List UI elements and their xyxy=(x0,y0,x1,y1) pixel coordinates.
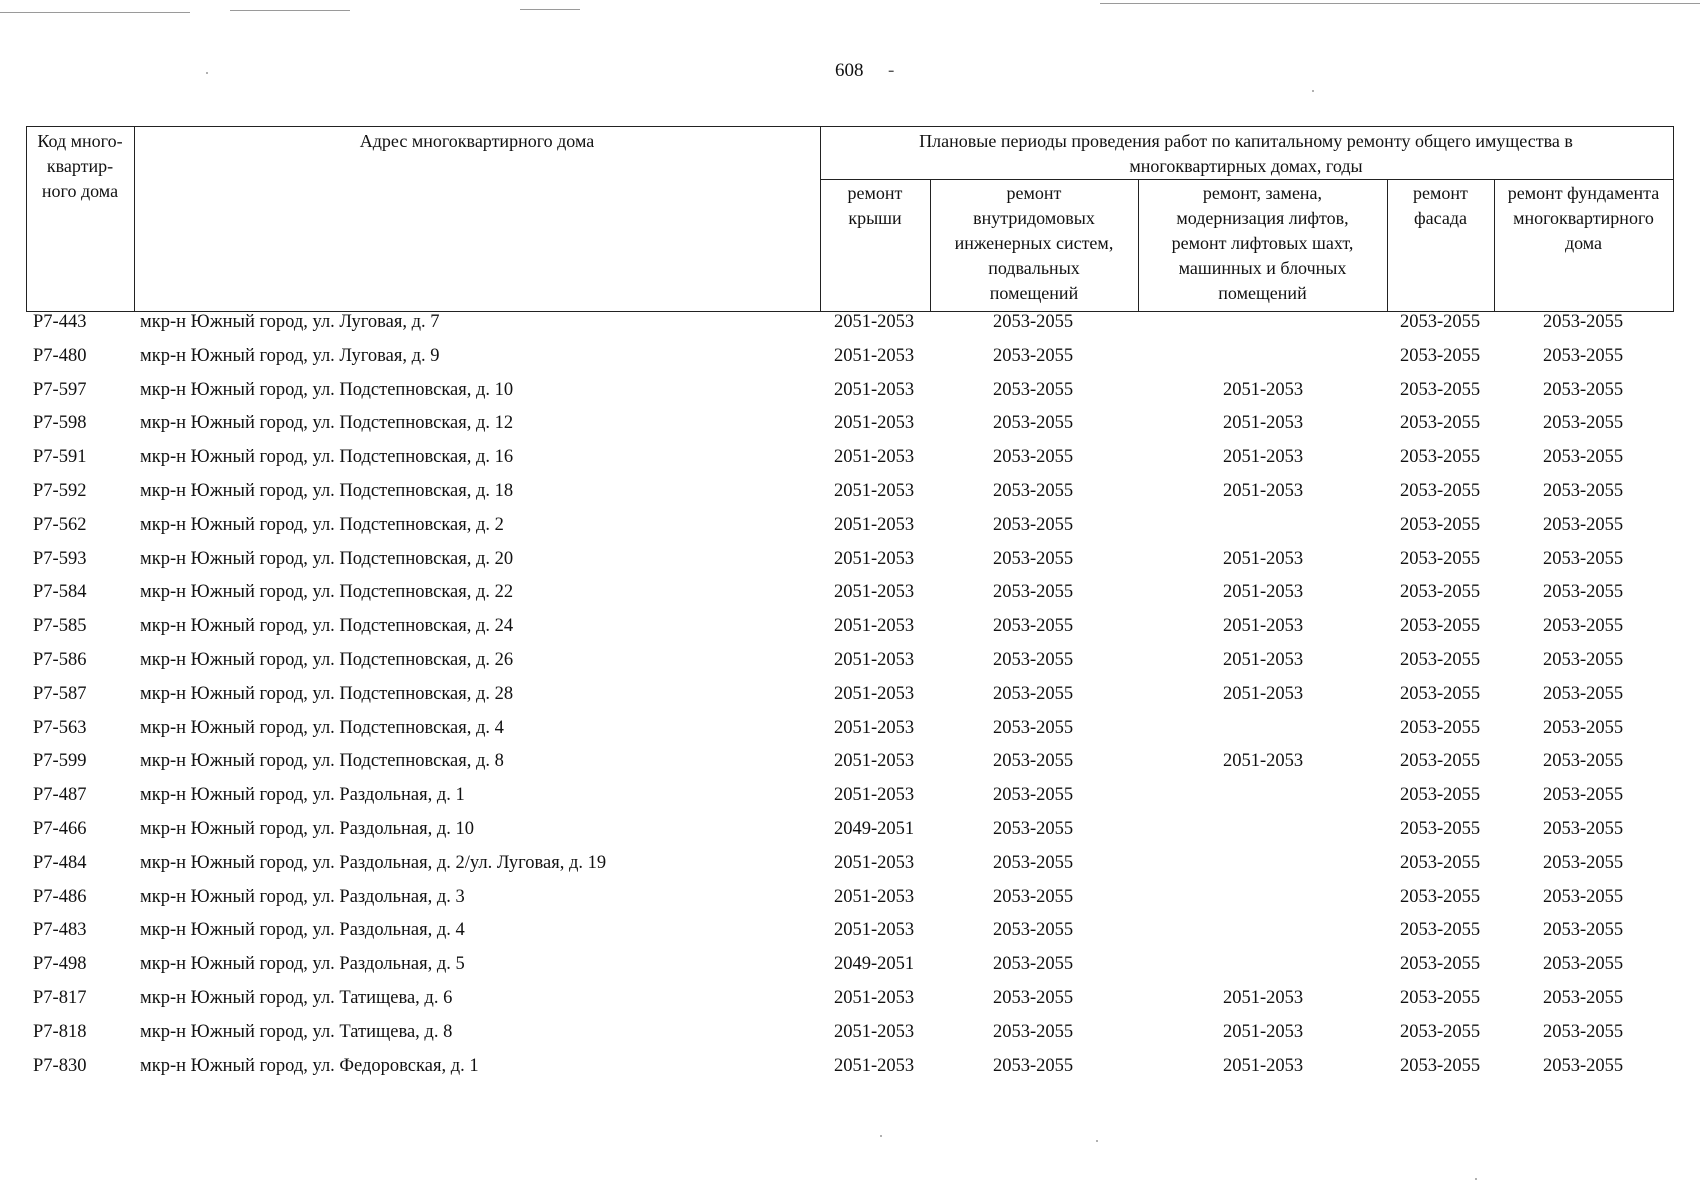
table-row xyxy=(0,718,1702,752)
cell-systems: 2053-2055 xyxy=(993,379,1074,400)
cell-systems: 2053-2055 xyxy=(993,886,1074,907)
header-systems: ремонт внутридомовых инженерных систем, подвальных помещений xyxy=(954,183,1114,303)
cell-code: Р7-593 xyxy=(33,548,87,569)
cell-roof: 2051-2053 xyxy=(834,447,915,468)
cell-systems: 2053-2055 xyxy=(993,954,1074,975)
cell-facade: 2053-2055 xyxy=(1400,785,1481,806)
table-row xyxy=(0,312,1702,346)
table-row xyxy=(0,1056,1702,1090)
cell-foundation: 2053-2055 xyxy=(1543,413,1624,434)
cell-address: мкр-н Южный город, ул. Подстепновская, д. 16 xyxy=(140,447,514,468)
cell-address: мкр-н Южный город, ул. Подстепновская, д. 4 xyxy=(140,717,504,738)
header-code: Код много- квартир- ного дома xyxy=(37,131,123,201)
cell-address: мкр-н Южный город, ул. Подстепновская, д. 28 xyxy=(140,683,514,704)
cell-systems: 2053-2055 xyxy=(993,616,1074,637)
cell-code: Р7-585 xyxy=(33,616,87,637)
cell-foundation: 2053-2055 xyxy=(1543,717,1624,738)
cell-systems: 2053-2055 xyxy=(993,717,1074,738)
table-row xyxy=(0,413,1702,447)
cell-address: мкр-н Южный город, ул. Федоровская, д. 1 xyxy=(140,1055,479,1076)
cell-facade: 2053-2055 xyxy=(1400,1021,1481,1042)
table-row xyxy=(0,650,1702,684)
cell-lifts: 2051-2053 xyxy=(1223,1055,1304,1076)
cell-code: Р7-592 xyxy=(33,481,87,501)
cell-foundation: 2053-2055 xyxy=(1543,988,1624,1008)
cell-roof: 2051-2053 xyxy=(834,481,915,501)
cell-code: Р7-597 xyxy=(33,379,87,400)
cell-address: мкр-н Южный город, ул. Подстепновская, д. 8 xyxy=(140,751,504,772)
cell-address: мкр-н Южный город, ул. Подстепновская, д. 26 xyxy=(140,650,514,670)
cell-systems: 2053-2055 xyxy=(993,548,1074,569)
cell-address: мкр-н Южный город, ул. Раздольная, д. 4 xyxy=(140,920,465,941)
cell-systems: 2053-2055 xyxy=(993,683,1074,704)
cell-lifts: 2051-2053 xyxy=(1223,447,1304,468)
cell-facade: 2053-2055 xyxy=(1400,988,1481,1008)
cell-address: мкр-н Южный город, ул. Подстепновская, д. 24 xyxy=(140,616,514,637)
header-foundation: ремонт фундамента многоквартирного дома xyxy=(1507,183,1660,253)
cell-roof: 2051-2053 xyxy=(834,312,915,332)
header-facade: ремонт фасада xyxy=(1413,183,1468,228)
cell-code: Р7-487 xyxy=(33,785,87,806)
cell-foundation: 2053-2055 xyxy=(1543,650,1624,670)
cell-foundation: 2053-2055 xyxy=(1543,785,1624,806)
cell-code: Р7-598 xyxy=(33,413,87,434)
cell-lifts: 2051-2053 xyxy=(1223,379,1304,400)
cell-address: мкр-н Южный город, ул. Татищева, д. 8 xyxy=(140,1021,453,1042)
cell-code: Р7-563 xyxy=(33,717,87,738)
cell-address: мкр-н Южный город, ул. Раздольная, д. 1 xyxy=(140,785,465,806)
cell-code: Р7-818 xyxy=(33,1021,87,1042)
table-row xyxy=(0,988,1702,1022)
cell-lifts: 2051-2053 xyxy=(1223,1021,1304,1042)
cell-facade: 2053-2055 xyxy=(1400,751,1481,772)
cell-foundation: 2053-2055 xyxy=(1543,683,1624,704)
table-row xyxy=(0,819,1702,853)
cell-code: Р7-484 xyxy=(33,852,87,873)
cell-facade: 2053-2055 xyxy=(1400,1055,1481,1076)
cell-code: Р7-480 xyxy=(33,345,87,366)
table-row xyxy=(0,380,1702,414)
cell-facade: 2053-2055 xyxy=(1400,312,1481,332)
table-row xyxy=(0,481,1702,515)
cell-foundation: 2053-2055 xyxy=(1543,751,1624,772)
cell-facade: 2053-2055 xyxy=(1400,481,1481,501)
cell-facade: 2053-2055 xyxy=(1400,548,1481,569)
cell-roof: 2051-2053 xyxy=(834,988,915,1008)
cell-roof: 2051-2053 xyxy=(834,548,915,569)
cell-systems: 2053-2055 xyxy=(993,582,1074,603)
cell-lifts: 2051-2053 xyxy=(1223,616,1304,637)
cell-foundation: 2053-2055 xyxy=(1543,1055,1624,1076)
cell-facade: 2053-2055 xyxy=(1400,819,1481,839)
cell-lifts: 2051-2053 xyxy=(1223,413,1304,434)
cell-facade: 2053-2055 xyxy=(1400,683,1481,704)
page-number: 608 xyxy=(835,60,864,81)
cell-systems: 2053-2055 xyxy=(993,413,1074,434)
cell-code: Р7-599 xyxy=(33,751,87,772)
cell-roof: 2051-2053 xyxy=(834,582,915,603)
cell-foundation: 2053-2055 xyxy=(1543,954,1624,975)
cell-foundation: 2053-2055 xyxy=(1543,447,1624,468)
table-row xyxy=(0,887,1702,921)
cell-systems: 2053-2055 xyxy=(993,988,1074,1008)
cell-facade: 2053-2055 xyxy=(1400,514,1481,535)
cell-foundation: 2053-2055 xyxy=(1543,481,1624,501)
cell-code: Р7-483 xyxy=(33,920,87,941)
header-lifts: ремонт, замена, модернизация лифтов, ремонт лифтовых шахт, машинных и блочных помещений xyxy=(1171,183,1354,303)
cell-facade: 2053-2055 xyxy=(1400,582,1481,603)
cell-code: Р7-443 xyxy=(33,312,87,332)
cell-code: Р7-587 xyxy=(33,683,87,704)
cell-address: мкр-н Южный город, ул. Луговая, д. 9 xyxy=(140,345,440,366)
cell-code: Р7-830 xyxy=(33,1055,87,1076)
cell-foundation: 2053-2055 xyxy=(1543,312,1624,332)
table-row xyxy=(0,853,1702,887)
table-row xyxy=(0,1022,1702,1056)
cell-roof: 2051-2053 xyxy=(834,1021,915,1042)
cell-facade: 2053-2055 xyxy=(1400,413,1481,434)
cell-systems: 2053-2055 xyxy=(993,650,1074,670)
cell-systems: 2053-2055 xyxy=(993,312,1074,332)
header-address: Адрес многоквартирного дома xyxy=(359,131,595,151)
cell-facade: 2053-2055 xyxy=(1400,345,1481,366)
cell-lifts: 2051-2053 xyxy=(1223,582,1304,603)
cell-code: Р7-591 xyxy=(33,447,87,468)
cell-systems: 2053-2055 xyxy=(993,1021,1074,1042)
cell-lifts: 2051-2053 xyxy=(1223,683,1304,704)
cell-roof: 2051-2053 xyxy=(834,683,915,704)
cell-lifts: 2051-2053 xyxy=(1223,548,1304,569)
cell-roof: 2049-2051 xyxy=(834,819,915,839)
cell-facade: 2053-2055 xyxy=(1400,920,1481,941)
table-row xyxy=(0,447,1702,481)
cell-address: мкр-н Южный город, ул. Раздольная, д. 3 xyxy=(140,886,465,907)
table-row xyxy=(0,751,1702,785)
table-row xyxy=(0,785,1702,819)
table-row xyxy=(0,515,1702,549)
page-number-mark: - xyxy=(888,60,895,81)
cell-foundation: 2053-2055 xyxy=(1543,582,1624,603)
cell-roof: 2051-2053 xyxy=(834,920,915,941)
cell-address: мкр-н Южный город, ул. Подстепновская, д. 22 xyxy=(140,582,514,603)
cell-lifts: 2051-2053 xyxy=(1223,751,1304,772)
cell-facade: 2053-2055 xyxy=(1400,447,1481,468)
cell-foundation: 2053-2055 xyxy=(1543,852,1624,873)
cell-roof: 2051-2053 xyxy=(834,413,915,434)
cell-systems: 2053-2055 xyxy=(993,447,1074,468)
cell-systems: 2053-2055 xyxy=(993,481,1074,501)
cell-code: Р7-586 xyxy=(33,650,87,670)
cell-systems: 2053-2055 xyxy=(993,1055,1074,1076)
cell-address: мкр-н Южный город, ул. Луговая, д. 7 xyxy=(140,312,440,332)
cell-roof: 2051-2053 xyxy=(834,886,915,907)
cell-foundation: 2053-2055 xyxy=(1543,514,1624,535)
cell-foundation: 2053-2055 xyxy=(1543,920,1624,941)
table-row xyxy=(0,954,1702,988)
cell-systems: 2053-2055 xyxy=(993,785,1074,806)
cell-code: Р7-562 xyxy=(33,514,87,535)
cell-facade: 2053-2055 xyxy=(1400,379,1481,400)
cell-address: мкр-н Южный город, ул. Подстепновская, д. 20 xyxy=(140,548,514,569)
table-row xyxy=(0,920,1702,954)
cell-roof: 2051-2053 xyxy=(834,345,915,366)
cell-roof: 2051-2053 xyxy=(834,751,915,772)
cell-facade: 2053-2055 xyxy=(1400,886,1481,907)
cell-foundation: 2053-2055 xyxy=(1543,379,1624,400)
table-row xyxy=(0,549,1702,583)
cell-code: Р7-486 xyxy=(33,886,87,907)
cell-foundation: 2053-2055 xyxy=(1543,819,1624,839)
cell-address: мкр-н Южный город, ул. Раздольная, д. 10 xyxy=(140,819,475,839)
cell-systems: 2053-2055 xyxy=(993,751,1074,772)
cell-address: мкр-н Южный город, ул. Раздольная, д. 2/ул. Луговая, д. 19 xyxy=(140,852,607,873)
cell-systems: 2053-2055 xyxy=(993,920,1074,941)
table-row xyxy=(0,684,1702,718)
cell-facade: 2053-2055 xyxy=(1400,954,1481,975)
cell-foundation: 2053-2055 xyxy=(1543,886,1624,907)
cell-systems: 2053-2055 xyxy=(993,819,1074,839)
header-roof: ремонт крыши xyxy=(847,183,903,228)
cell-facade: 2053-2055 xyxy=(1400,717,1481,738)
cell-roof: 2051-2053 xyxy=(834,785,915,806)
cell-address: мкр-н Южный город, ул. Подстепновская, д. 18 xyxy=(140,481,514,501)
cell-address: мкр-н Южный город, ул. Раздольная, д. 5 xyxy=(140,954,465,975)
cell-systems: 2053-2055 xyxy=(993,345,1074,366)
cell-facade: 2053-2055 xyxy=(1400,650,1481,670)
table-row xyxy=(0,346,1702,380)
cell-facade: 2053-2055 xyxy=(1400,852,1481,873)
cell-roof: 2051-2053 xyxy=(834,852,915,873)
cell-code: Р7-466 xyxy=(33,819,87,839)
table-row xyxy=(0,616,1702,650)
cell-foundation: 2053-2055 xyxy=(1543,548,1624,569)
cell-code: Р7-817 xyxy=(33,988,87,1008)
cell-roof: 2051-2053 xyxy=(834,650,915,670)
cell-foundation: 2053-2055 xyxy=(1543,616,1624,637)
cell-roof: 2051-2053 xyxy=(834,616,915,637)
cell-address: мкр-н Южный город, ул. Татищева, д. 6 xyxy=(140,988,453,1008)
cell-lifts: 2051-2053 xyxy=(1223,988,1304,1008)
cell-roof: 2051-2053 xyxy=(834,717,915,738)
cell-roof: 2049-2051 xyxy=(834,954,915,975)
cell-foundation: 2053-2055 xyxy=(1543,1021,1624,1042)
cell-lifts: 2051-2053 xyxy=(1223,650,1304,670)
cell-address: мкр-н Южный город, ул. Подстепновская, д. 10 xyxy=(140,379,514,400)
cell-code: Р7-498 xyxy=(33,954,87,975)
cell-address: мкр-н Южный город, ул. Подстепновская, д. 2 xyxy=(140,514,504,535)
table-row xyxy=(0,582,1702,616)
cell-facade: 2053-2055 xyxy=(1400,616,1481,637)
header-periods: Плановые периоды проведения работ по капитальному ремонту общего имущества в многоквартирных домах, годы xyxy=(919,131,1573,176)
cell-systems: 2053-2055 xyxy=(993,852,1074,873)
cell-lifts: 2051-2053 xyxy=(1223,481,1304,501)
cell-roof: 2051-2053 xyxy=(834,514,915,535)
cell-systems: 2053-2055 xyxy=(993,514,1074,535)
cell-roof: 2051-2053 xyxy=(834,1055,915,1076)
cell-code: Р7-584 xyxy=(33,582,87,603)
cell-roof: 2051-2053 xyxy=(834,379,915,400)
cell-address: мкр-н Южный город, ул. Подстепновская, д. 12 xyxy=(140,413,514,434)
cell-foundation: 2053-2055 xyxy=(1543,345,1624,366)
